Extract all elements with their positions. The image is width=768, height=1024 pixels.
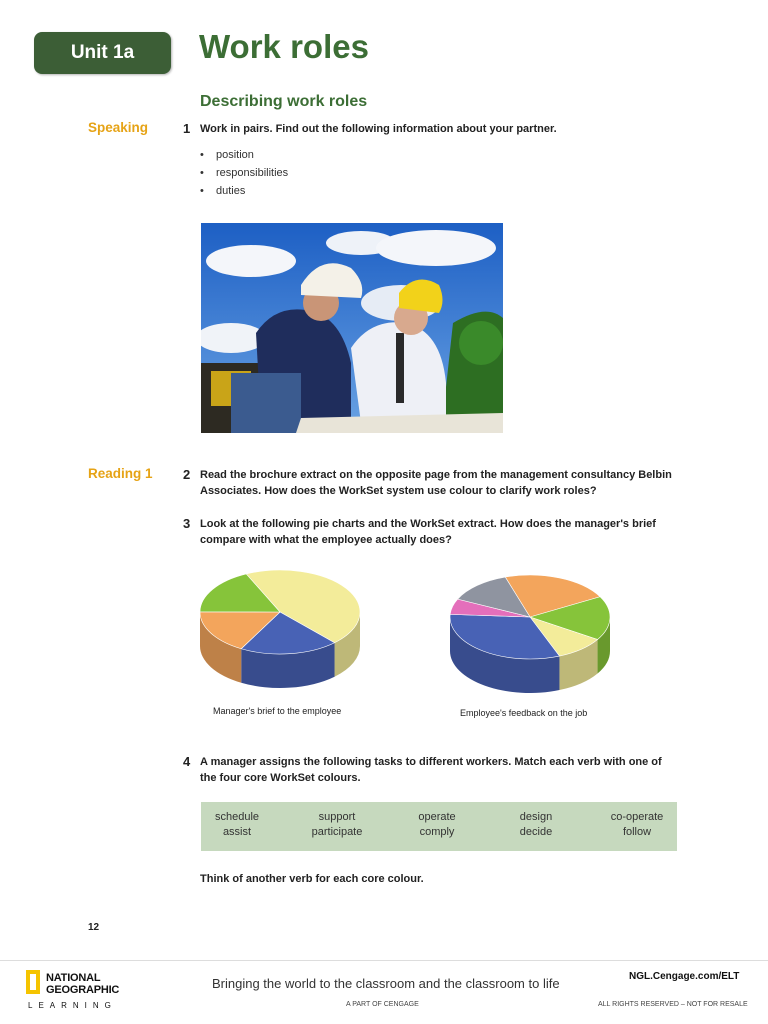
reading-label: Reading 1 [88,466,153,481]
verb-column [506,810,566,840]
bullet-item: • duties [200,182,288,200]
question-3-text: Look at the following pie charts and the WorkSet extract. How does the manager's brief compare with what the employee actually does? [200,518,656,546]
employee-pie-chart [440,565,620,705]
bullet-item: • position [200,146,288,164]
unit-badge: Unit 1a [34,32,171,74]
logo-learning: LEARNING [28,1001,117,1010]
verb-bottom: participate [311,826,363,838]
speaking-label: Speaking [88,120,149,135]
verb-top: operate [418,811,456,823]
verb-top: support [318,811,356,823]
followup-text: Think of another verb for each core colour. [200,873,424,885]
verb-top: schedule [214,811,260,823]
verb-top: design [519,811,553,823]
verb-bottom: follow [622,826,652,838]
verb-top: co-operate [610,811,664,823]
manager-pie-chart [190,560,370,700]
page-title: Work roles [199,28,369,65]
manager-pie-caption: Manager's brief to the employee [213,706,342,716]
logo-wordmark: NATIONAL GEOGRAPHIC [46,972,120,996]
verb-column [599,810,675,840]
question-1-text: Work in pairs. Find out the following information about your partner. [200,123,557,135]
footer-cengage: A PART OF CENGAGE [346,1001,419,1008]
employee-pie-caption: Employee's feedback on the job [460,708,588,718]
footer-rights: ALL RIGHTS RESERVED – NOT FOR RESALE [598,1001,748,1008]
verb-box [201,802,677,851]
question-4-text: A manager assigns the following tasks to different workers. Match each verb with one of the four core WorkSet colours. [200,756,662,784]
yellow-frame-icon [26,970,40,994]
bullet-list [200,146,288,200]
verb-bottom: assist [222,826,252,838]
footer-url[interactable]: NGL.Cengage.com/ELT [629,971,740,982]
verb-bottom: decide [519,826,553,838]
question-4-number: 4 [183,754,191,769]
verb-column [407,810,467,840]
verb-bottom: comply [419,826,455,838]
question-1-number: 1 [183,121,191,136]
question-2-text: Read the brochure extract on the opposite page from the management consultancy Belbin Associates. How does the WorkSet system use colour to clarify work roles? [200,469,672,497]
bullet-item: • responsibilities [200,164,288,182]
footer-divider [0,960,768,961]
verb-column [301,810,373,840]
question-2-number: 2 [183,467,191,482]
section-title: Describing work roles [200,93,368,110]
verb-column [207,810,267,840]
question-3-number: 3 [183,516,191,531]
page-number: 12 [88,922,100,933]
workers-photo [201,223,503,433]
footer-tagline: Bringing the world to the classroom and the classroom to life [212,976,560,991]
